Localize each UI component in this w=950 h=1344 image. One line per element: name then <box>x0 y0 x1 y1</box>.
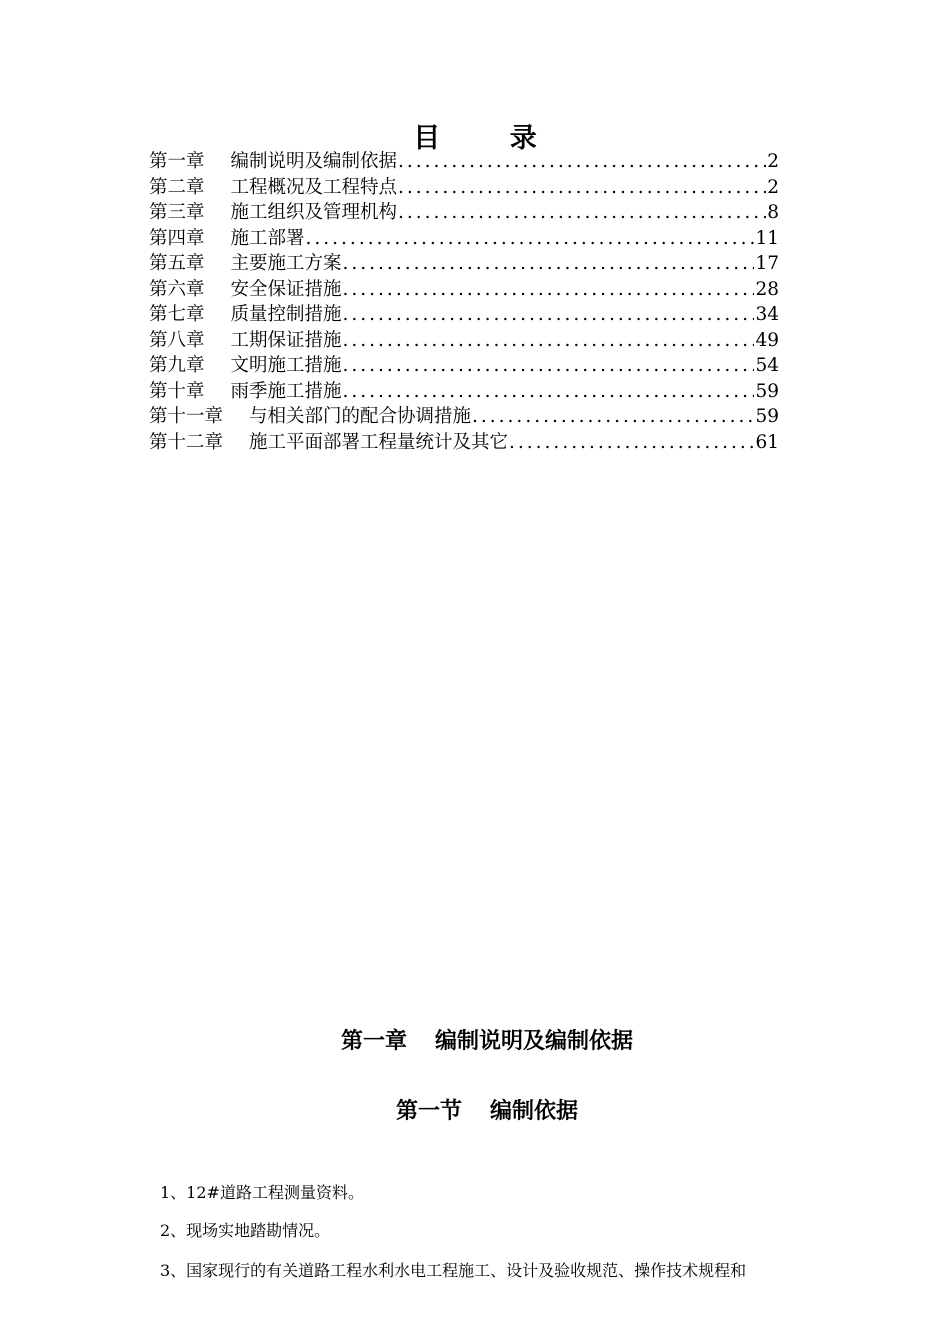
toc-dot-leader <box>398 200 766 226</box>
toc-page-number: 17 <box>755 253 779 274</box>
toc-chapter-number: 第六章 <box>149 278 205 300</box>
toc-dot-leader <box>306 226 755 252</box>
toc-entry[interactable] <box>149 200 779 226</box>
toc-chapter-title: 雨季施工措施 <box>230 380 342 402</box>
toc-chapter-title: 主要施工方案 <box>230 253 342 274</box>
toc-entry[interactable] <box>149 251 779 277</box>
toc-chapter-title: 工期保证措施 <box>230 329 342 351</box>
section-heading <box>0 1094 950 1125</box>
toc-entry[interactable] <box>149 328 779 354</box>
toc-chapter-title: 施工部署 <box>230 227 305 249</box>
table-of-contents <box>149 149 779 455</box>
toc-page-number: 2 <box>767 151 779 172</box>
toc-chapter-number: 第八章 <box>149 329 205 351</box>
toc-chapter-title: 工程概况及工程特点 <box>230 176 398 198</box>
chapter-title: 编制说明及编制依据 <box>435 1029 634 1054</box>
body-paragraph: 3、国家现行的有关道路工程水利水电工程施工、设计及验收规范、操作技术规程和 <box>160 1261 747 1280</box>
toc-dot-leader <box>398 175 766 201</box>
toc-dot-leader <box>509 430 754 456</box>
toc-chapter-number: 第五章 <box>149 253 205 274</box>
toc-entry[interactable] <box>149 379 779 405</box>
toc-entry[interactable] <box>149 226 779 252</box>
toc-chapter-number: 第三章 <box>149 202 205 223</box>
toc-dot-leader <box>343 353 755 379</box>
toc-chapter-title: 文明施工措施 <box>230 355 342 376</box>
section-number: 第一节 <box>395 1099 462 1124</box>
toc-dot-leader <box>472 404 754 430</box>
chapter-number: 第一章 <box>340 1029 407 1054</box>
toc-entry[interactable] <box>149 277 779 303</box>
toc-chapter-number: 第四章 <box>149 227 205 249</box>
toc-chapter-title: 施工平面部署工程量统计及其它 <box>249 431 509 453</box>
toc-page-number: 2 <box>767 176 779 198</box>
toc-dot-leader <box>343 302 755 328</box>
toc-entry[interactable] <box>149 302 779 328</box>
toc-page-number: 11 <box>755 227 779 249</box>
toc-chapter-number: 第一章 <box>149 151 205 172</box>
toc-page-number: 59 <box>755 380 779 402</box>
toc-dot-leader <box>343 379 755 405</box>
toc-entry[interactable] <box>149 149 779 175</box>
toc-chapter-number: 第十二章 <box>149 431 224 453</box>
toc-page-number: 28 <box>755 278 779 300</box>
section-title: 编制依据 <box>490 1099 579 1124</box>
toc-dot-leader <box>343 251 755 277</box>
toc-chapter-number: 第七章 <box>149 304 205 325</box>
toc-chapter-number: 第九章 <box>149 355 205 376</box>
toc-chapter-title: 编制说明及编制依据 <box>230 151 398 172</box>
toc-chapter-number: 第二章 <box>149 176 205 198</box>
toc-dot-leader <box>398 149 766 175</box>
chapter-heading <box>0 1024 950 1055</box>
toc-entry[interactable] <box>149 404 779 430</box>
toc-page-number: 54 <box>755 355 779 376</box>
toc-title: 目 录 <box>413 123 567 154</box>
toc-dot-leader <box>343 277 755 303</box>
toc-chapter-number: 第十一章 <box>149 406 224 427</box>
toc-entry[interactable] <box>149 430 779 456</box>
toc-chapter-title: 质量控制措施 <box>230 304 342 325</box>
toc-dot-leader <box>343 328 755 354</box>
toc-page-number: 34 <box>755 304 779 325</box>
toc-entry[interactable] <box>149 175 779 201</box>
toc-chapter-title: 安全保证措施 <box>230 278 342 300</box>
toc-page-number: 8 <box>767 202 779 223</box>
toc-page-number: 49 <box>755 329 779 351</box>
toc-chapter-title: 施工组织及管理机构 <box>230 202 398 223</box>
body-paragraph: 2、现场实地踏勘情况。 <box>160 1221 331 1240</box>
body-paragraph: 1、12#道路工程测量资料。 <box>160 1183 364 1202</box>
toc-page-number: 61 <box>755 431 779 453</box>
toc-chapter-number: 第十章 <box>149 380 205 402</box>
toc-chapter-title: 与相关部门的配合协调措施 <box>249 406 472 427</box>
toc-entry[interactable] <box>149 353 779 379</box>
toc-page-number: 59 <box>755 406 779 427</box>
